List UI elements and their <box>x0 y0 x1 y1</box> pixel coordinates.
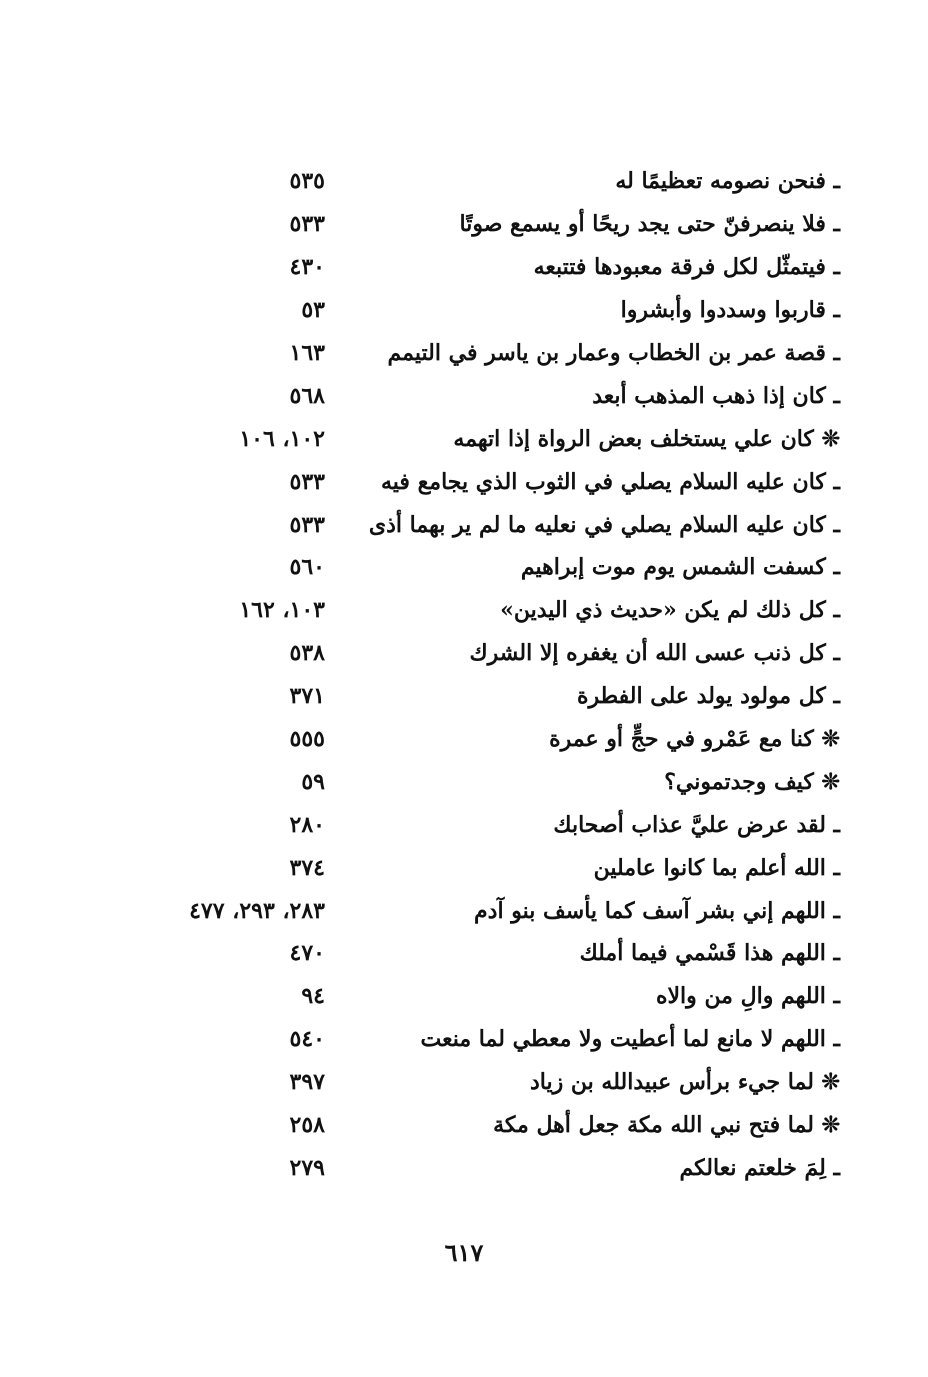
entry-page-refs: ٥٤٠ <box>289 1026 325 1053</box>
index-entry <box>150 932 840 975</box>
entry-text: ـ قصة عمر بن الخطاب وعمار بن ياسر في التيمم <box>387 340 840 366</box>
entry-page-refs: ٣٧٤ <box>289 854 325 881</box>
entry-text: ـ كان عليه السلام يصلي في نعليه ما لم ير بهما أذى <box>368 511 840 538</box>
entry-page-refs: ٤٧٠ <box>289 940 325 967</box>
entry-page-refs: ٥٣٣ <box>289 211 325 238</box>
entry-text: ـ كان إذا ذهب المذهب أبعد <box>592 382 840 409</box>
entry-page-refs: ٥٣٨ <box>289 640 325 667</box>
index-entry <box>150 803 840 846</box>
index-entry <box>150 1146 840 1189</box>
index-entry <box>150 846 840 889</box>
entry-text: ❊ لما جيء برأس عبيدالله بن زياد <box>530 1069 840 1096</box>
index-entry <box>150 246 840 289</box>
entry-page-refs: ٩٤ <box>301 983 325 1010</box>
page-number: ٦١٧ <box>444 1238 484 1267</box>
entry-page-refs: ٥٣٣ <box>289 468 325 495</box>
entry-text: ـ اللهم لا مانع لما أعطيت ولا معطي لما منعت <box>420 1026 840 1053</box>
entry-page-refs: ٥٩ <box>301 768 325 795</box>
index-entry <box>150 1061 840 1104</box>
index-entry <box>150 589 840 632</box>
entry-page-refs: ٣٧١ <box>289 683 325 710</box>
index-entry <box>150 203 840 246</box>
entry-page-refs: ١٠٢، ١٠٦ <box>239 425 325 452</box>
index-entry <box>150 460 840 503</box>
entry-page-refs: ٥٣ <box>301 297 325 324</box>
index-entry <box>150 632 840 675</box>
index-entry <box>150 160 840 203</box>
index-entry <box>150 332 840 375</box>
entry-page-refs: ٥٥٥ <box>289 726 325 753</box>
index-entry <box>150 718 840 761</box>
index-entry <box>150 1018 840 1061</box>
entry-text: ❊ لما فتح نبي الله مكة جعل أهل مكة <box>493 1112 840 1139</box>
entry-page-refs: ١٦٣ <box>289 340 325 366</box>
entry-text: ـ لِمَ خلعتم نعالكم <box>679 1154 840 1181</box>
entry-page-refs: ٢٨٠ <box>289 811 325 838</box>
entry-text: ـ فنحن نصومه تعظيمًا له <box>615 168 840 195</box>
index-entry <box>150 417 840 460</box>
entry-text: ـ لقد عرض عليَّ عذاب أصحابك <box>553 811 840 838</box>
index-entry <box>150 675 840 718</box>
entry-page-refs: ٥٣٥ <box>289 168 325 195</box>
entry-text: ـ اللهم هذا قَسْمي فيما أملك <box>579 940 840 967</box>
entry-page-refs: ٢٧٩ <box>289 1154 325 1181</box>
entry-text: ـ كان عليه السلام يصلي في الثوب الذي يجامع فيه <box>380 468 840 495</box>
index-entry <box>150 889 840 932</box>
index-entry <box>150 975 840 1018</box>
entry-page-refs: ٥٦٠ <box>289 554 325 581</box>
entry-text: ـ فلا ينصرفنّ حتى يجد ريحًا أو يسمع صوتًا <box>459 211 840 238</box>
entry-text: ❊ كان علي يستخلف بعض الرواة إذا اتهمه <box>453 425 840 452</box>
entry-text: ❊ كنا مع عَمْرو في حجٍّ أو عمرة <box>549 726 840 753</box>
entry-page-refs: ٢٨٣، ٢٩٣، ٤٧٧ <box>189 897 325 924</box>
entry-text: ـ الله أعلم بما كانوا عاملين <box>593 854 840 881</box>
entry-page-refs: ٥٦٨ <box>289 382 325 409</box>
index-entry <box>150 503 840 546</box>
entry-page-refs: ٣٩٧ <box>289 1069 325 1096</box>
index-entry <box>150 546 840 589</box>
entry-text: ـ كل ذنب عسى الله أن يغفره إلا الشرك <box>469 640 840 667</box>
index-entry <box>150 374 840 417</box>
entry-text: ـ قاربوا وسددوا وأبشروا <box>620 297 840 324</box>
entry-text: ـ كسفت الشمس يوم موت إبراهيم <box>520 554 840 581</box>
entry-page-refs: ٤٣٠ <box>289 254 325 281</box>
entry-text: ❊ كيف وجدتموني؟ <box>664 768 840 795</box>
entry-text: ـ كل ذلك لم يكن «حديث ذي اليدين» <box>500 597 840 624</box>
hadith-index-list <box>150 160 840 1189</box>
entry-page-refs: ٥٣٣ <box>289 511 325 538</box>
entry-page-refs: ١٠٣، ١٦٢ <box>239 597 325 624</box>
entry-text: ـ اللهم والِ من والاه <box>655 983 840 1010</box>
index-entry <box>150 289 840 332</box>
entry-text: ـ فيتمثّل لكل فرقة معبودها فتتبعه <box>533 254 840 281</box>
entry-text: ـ كل مولود يولد على الفطرة <box>576 683 840 710</box>
index-entry <box>150 1104 840 1147</box>
index-entry <box>150 760 840 803</box>
entry-page-refs: ٢٥٨ <box>289 1112 325 1139</box>
entry-text: ـ اللهم إني بشر آسف كما يأسف بنو آدم <box>474 897 840 924</box>
